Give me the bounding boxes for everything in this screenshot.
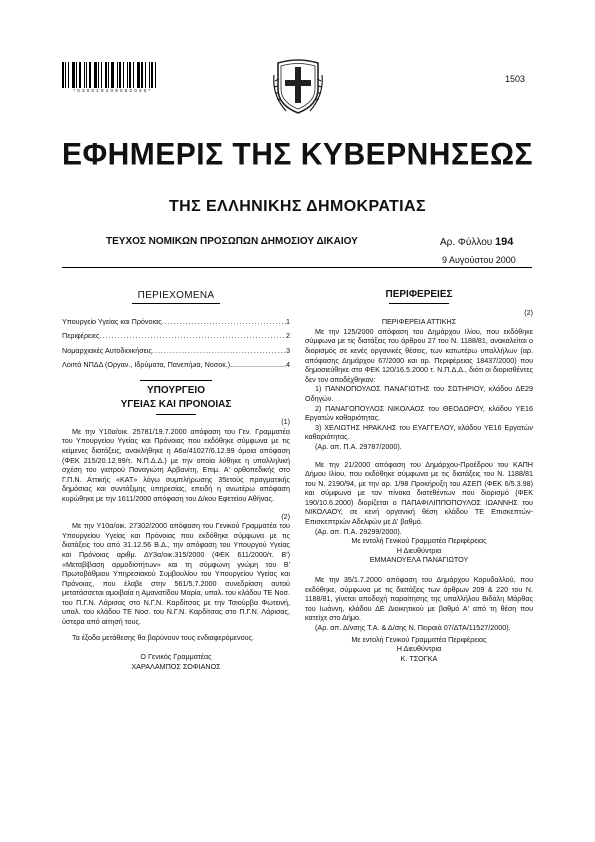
decision-number: (1) (281, 417, 290, 427)
decision-paragraph: Με την 35/1.7.2000 απόφαση του Δημάρχου Κορυδαλλού, που εκδόθηκε, σύμφωνα με τις διατάξεις των άρθρων 209 & 220 του Ν. 1188/81, γίνεται αποδοχή παραίτησης της υπαλλήλου Βιδάλη Μάρθας του Ιωάννη, κλάδου ΔΕ Διοικητικού με βαθμό Α' από τη θέση που κατείχε στο Δήμο. (305, 575, 533, 623)
barcode-bar (62, 62, 64, 88)
sheet-label: Αρ. Φύλλου (440, 237, 493, 248)
toc-item (62, 311, 290, 326)
barcode-bar (151, 62, 153, 88)
toc-heading-rule (132, 303, 220, 304)
ministry-section (62, 386, 290, 671)
toc-item (62, 326, 290, 341)
barcode-bar (76, 62, 77, 88)
signature-name: ΧΑΡΑΛΑΜΠΟΣ ΣΟΦΙΑΝΟΣ (131, 661, 221, 671)
decision-paragraph: Τα έξοδα μετάθεσης θα βαρύνουν τους ενδιαφερόμενους. (72, 632, 254, 642)
ministry-heading-rule (156, 414, 196, 415)
header-rule (62, 267, 532, 268)
barcode-number: * 0 3 0 0 1 9 4 0 9 0 8 0 0 0 0 * (73, 88, 151, 93)
barcode-bar (86, 62, 87, 88)
page-number: 1503 (505, 74, 526, 84)
toc-item-title: Υπουργείο Υγείας και Πρόνοιας (62, 316, 162, 326)
toc-item-page: 2 (286, 331, 290, 340)
toc-item-page: 3 (286, 345, 290, 355)
barcode-bar (89, 62, 91, 88)
section-divider (140, 380, 212, 381)
barcode-bar (129, 62, 131, 88)
sheet-number: 194 (495, 236, 514, 248)
issue-date: 9 Αυγούστου 2000 (442, 255, 516, 265)
barcode-bar (101, 62, 102, 88)
barcode-bar (94, 62, 97, 88)
barcode (62, 62, 162, 88)
barcode-bar (111, 62, 114, 88)
toc-item (62, 340, 290, 355)
decision-number: (2) (281, 511, 290, 521)
barcode-bar (65, 62, 66, 88)
appointee-item: 2) ΠΑΝΑΓΟΠΟΥΛΟΣ ΝΙΚΟΛΑΟΣ του ΘΕΟΔΩΡΟΥ, κλάδου ΥΕ16 Εργατών καθαριότητας. (305, 403, 533, 423)
barcode-bar (149, 62, 150, 88)
barcode-bar (155, 62, 156, 88)
decision-paragraph: Με την Υ10α/οικ. 27302/2000 απόφαση του Γενικού Γραμματέα του Υπουργείου Υγείας και Πρόνοιας που εκδόθηκε σύμφωνα με τις διατάξεις του από 31.12.56 Β.Δ., την απόφαση του Υπουργού Υγείας και Πρόνοιας αριθμ. ΔΥ3α/οικ.315/2000 (ΦΕΚ 611/2000/τ. Β') «Μεταβίβαση αρμοδιοτήτων» και τη σύμφωνη γνώμη του Β' Πρωτοβάθμιου Υπηρεσιακού Συμβουλίου του Υπουργείου Υγείας και Πρόνοιας, που έλαβε στην 561/5.7.2000 συνεδρίαση αυτού μετατάσσεται αμοιβαία η Αμανατίδου Μαρία, υπαλ. του κλάδου ΤΕ Νοσ. του Π.Γ.Ν. Λάρισας στο Ν.Γ.Ν. Καρδίτσας με την Τσιούρβα Φωτεινή, υπαλ. του κλάδου ΤΕ Νοσ. του Ν.Γ.Ν. Καρδίτσας στο Π.Γ.Ν. Λάρισας, ύστερα από αίτησή τους. (62, 521, 290, 627)
ministry-heading-1: ΥΠΟΥΡΓΕΙΟ (147, 385, 205, 396)
coat-of-arms-emblem (272, 55, 324, 117)
toc-heading: ΠΕΡΙΕΧΟΜΕΝΑ (137, 290, 215, 301)
barcode-bar (72, 62, 75, 88)
regions-section (305, 290, 533, 663)
regions-heading: ΠΕΡΙΦΕΡΕΙΕΣ (385, 289, 453, 300)
sheet-info (440, 236, 513, 248)
reference-number: (Αρ. απ. Δ/νσης Τ.Α. & Δ/σης Ν. Πειραιά 07/ΔΤΑ/11527/2000). (315, 623, 511, 632)
decision-paragraph: Με την Υ10α/οικ. 25781/19.7.2000 απόφαση του Γεν. Γραμματέα του Υπουργείου Υγείας και Πρόνοιας που εκδόθηκε σύμφωνα με τις κείμενες διατάξεις, ανακλήθηκε η Α6α/41027/6.12.99 όμοια απόφαση (ΦΕΚ 215/20.12.99/τ. Ν.Π.Δ.Δ.) με την οποία λύθηκε η υπαλληλική σχέση του γιατρού Παναγιώτη Αρβανίτη, Επιμ. Α' ορθοπεδικής στο Γ.Π.Ν. Αττικής «ΚΑΤ» λόγω συμπλήρωσης 35ετούς πραγματικής δημόσιας και συντάξιμης υπηρεσίας, επειδή η ανωτέρω απόφαση κυρώθηκε με την 1611/2000 απόφαση του Δ/κου Εφετείου Αθήνας. (62, 426, 290, 503)
toc-item-title: Λοιπά ΝΠΔΔ (Οργαν., Ιδρύματα, Πανεπ/μια, Νοσοκ.) (62, 360, 231, 369)
barcode-bar (123, 62, 124, 88)
barcode-bar (105, 62, 107, 88)
barcode-bar (145, 62, 146, 88)
appointee-item: 3) ΧΕΛΙΩΤΗΣ ΗΡΑΚΛΗΣ του ΕΥΑΓΓΕΛΟΥ, κλάδου ΥΕ16 Εργατών καθαριότητας. (305, 422, 533, 442)
series-name: ΤΕΥΧΟΣ ΝΟΜΙΚΩΝ ΠΡΟΣΩΠΩΝ ΔΗΜΟΣΙΟΥ ΔΙΚΑΙΟΥ (106, 236, 358, 247)
region-name: ΠΕΡΙΦΕΡΕΙΑ ΑΤΤΙΚΗΣ (381, 317, 457, 327)
appointee-item: 1) ΠΑΝΝΟΠΟΥΛΟΣ ΠΑΝΑΓΙΩΤΗΣ του ΣΩΤΗΡΙΟΥ, κλάδου ΔΕ29 Οδηγών. (305, 384, 533, 403)
barcode-bar (84, 62, 85, 88)
signature-authority: Με εντολή Γενικού Γραμματέα Περιφέρειας (351, 634, 487, 644)
decision-paragraph: Με την 21/2000 απόφαση του Δημάρχου-Προέδρου του ΚΑΠΗ Δήμου Ιλίου, που εκδόθηκε σύμφωνα με τις διατάξεις του Ν. 1188/81 του Ν. 2190/94, με την αρ. 1/98 Προκήρυξη του ΑΣΕΠ (ΦΕΚ 6/5.3.98) και σύμφωνα με τον πίνακα διατεθέντων που διορισμό (ΦΕΚ 190/10.6.2000) διορίζεται ο ΠΑΠΑΦΙΛΙΠΠΟΠΟΥΛΟΣ ΙΩΑΝΝΗΣ του ΝΙΚΟΛΑΟΥ, σε κενή οργανική θέση κλάδου ΤΕ Επισκεπτών-Επισκεπτριών Αδελφών με Δ' βαθμό. (305, 459, 533, 527)
reference-number: (Αρ. απ. Π.Α. 29299/2000). (315, 526, 402, 536)
toc-item-title: Νομαρχιακές Αυτοδιοικήσεις (62, 345, 152, 355)
decision-paragraph: Με την 125/2000 απόφαση του Δημάρχου Ιλίου, που εκδόθηκε σύμφωνα με τις διατάξεις του άρθρου 27 του Ν. 1188/81, ανακαλείται ο διορισμός σε κενές οργανικές θέσεις, των κατωτέρω υπαλλήλων (αρ. απόφασης Δημάρχου 67/2000 και αρ. Περιφέρειας 18437/2000) που δημοσιεύθηκε στο ΦΕΚ 120/16.5.2000 τ. Ν.Π.Δ.Δ., διότι οι διορισθέντες δεν τον αποδέχθηκαν: (305, 326, 533, 384)
toc-item-page: 1 (286, 316, 290, 326)
gazette-title: ΕΦΗΜΕΡΙΣ ΤΗΣ ΚΥΒΕΡΝΗΣΕΩΣ (61, 137, 534, 172)
barcode-bar (133, 62, 134, 88)
barcode-bar (79, 62, 81, 88)
regions-heading-rule (389, 303, 449, 304)
barcode-bar (137, 62, 140, 88)
barcode-bar (98, 62, 99, 88)
signature-authority: Με εντολή Γενικού Γραμματέα Περιφέρειας (351, 536, 487, 546)
decision-number: (2) (524, 307, 533, 317)
signature-title: Η Διευθύντρια (396, 644, 442, 654)
reference-number: (Αρ. απ. Π.Α. 29787/2000). (315, 441, 402, 451)
toc-item-page: 4 (286, 360, 290, 369)
table-of-contents (62, 311, 290, 369)
toc-item (62, 355, 290, 370)
barcode-bar (68, 62, 69, 88)
barcode-bar (119, 62, 121, 88)
ministry-heading-2: ΥΓΕΙΑΣ ΚΑΙ ΠΡΟΝΟΙΑΣ (120, 398, 232, 410)
barcode-bar (127, 62, 128, 88)
gazette-subtitle: ΤΗΣ ΕΛΛΗΝΙΚΗΣ ΔΗΜΟΚΡΑΤΙΑΣ (169, 198, 426, 215)
barcode-bar (108, 62, 109, 88)
toc-item-title: Περιφέρειες (62, 331, 100, 340)
signature-name: Κ. ΤΣΟΓΚΑ (400, 653, 438, 663)
signature-title: Η Διευθύντρια (396, 545, 442, 555)
barcode-bar (141, 62, 143, 88)
signature-name: ΕΜΜΑΝΟΥΕΛΑ ΠΑΝΑΓΙΩΤΟΥ (369, 555, 469, 565)
barcode-bar (117, 62, 118, 88)
signature-title: Ο Γενικός Γραμματέας (140, 652, 212, 662)
